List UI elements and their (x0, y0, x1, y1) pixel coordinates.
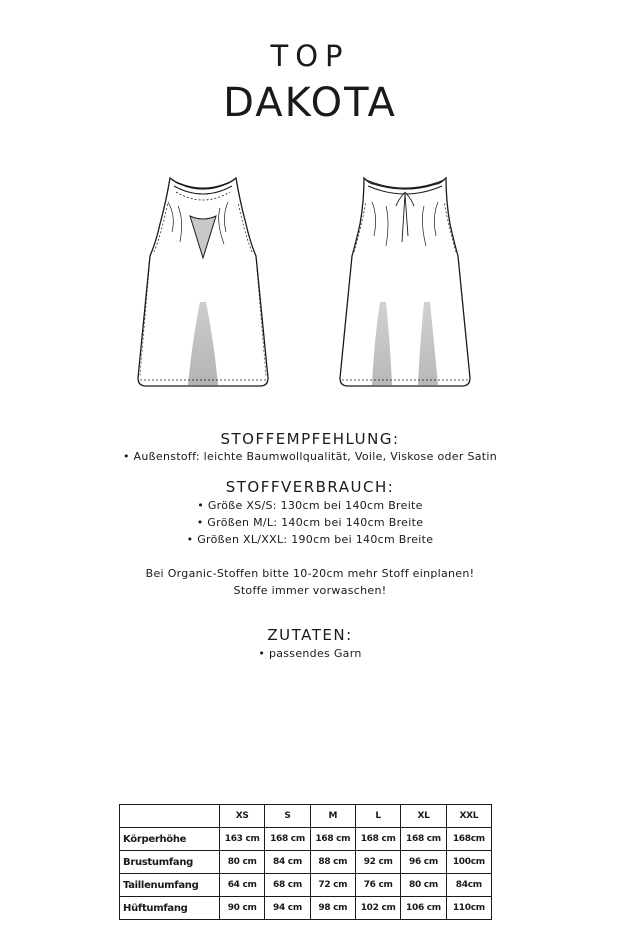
size-column-header: XS (220, 805, 265, 828)
fabric-consumption-heading: STOFFVERBRAUCH: (225, 478, 395, 496)
table-cell: 168cm (446, 828, 491, 851)
top-front-illustration (128, 172, 278, 394)
fabric-consumption-item: • Größen M/L: 140cm bei 140cm Breite (196, 516, 424, 529)
table-cell: 100cm (446, 851, 491, 874)
table-cell: 168 cm (265, 828, 310, 851)
table-cell: 168 cm (355, 828, 400, 851)
top-back-illustration (330, 172, 480, 394)
table-cell: 168 cm (310, 828, 355, 851)
fabric-consumption-item: • Größe XS/S: 130cm bei 140cm Breite (197, 499, 423, 512)
fabric-consumption-item: • Größen XL/XXL: 190cm bei 140cm Breite (186, 533, 434, 546)
row-label: Brustumfang (120, 851, 220, 874)
table-row (120, 851, 492, 874)
size-table-corner (120, 805, 220, 828)
table-row (120, 874, 492, 897)
table-cell: 168 cm (401, 828, 446, 851)
notions-heading: ZUTATEN: (267, 626, 353, 644)
size-table (119, 804, 492, 920)
table-cell: 110cm (446, 897, 491, 920)
table-cell: 76 cm (355, 874, 400, 897)
fabric-recommendation-item: • Außenstoff: leichte Baumwollqualität, Voile, Viskose oder Satin (122, 450, 498, 463)
table-cell: 92 cm (355, 851, 400, 874)
table-cell: 88 cm (310, 851, 355, 874)
fabric-recommendation-heading: STOFFEMPFEHLUNG: (220, 430, 400, 448)
table-cell: 98 cm (310, 897, 355, 920)
table-cell: 94 cm (265, 897, 310, 920)
size-column-header: XL (401, 805, 446, 828)
table-cell: 102 cm (355, 897, 400, 920)
table-cell: 96 cm (401, 851, 446, 874)
table-cell: 80 cm (401, 874, 446, 897)
notions-item: • passendes Garn (258, 647, 362, 660)
table-cell: 80 cm (220, 851, 265, 874)
table-cell: 84cm (446, 874, 491, 897)
table-row (120, 828, 492, 851)
title-line-1: TOP (270, 39, 350, 73)
table-cell: 163 cm (220, 828, 265, 851)
table-cell: 84 cm (265, 851, 310, 874)
size-column-header: S (265, 805, 310, 828)
table-cell: 72 cm (310, 874, 355, 897)
note-line: Bei Organic-Stoffen bitte 10-20cm mehr Stoff einplanen! (145, 567, 475, 580)
note-line: Stoffe immer vorwaschen! (233, 584, 387, 597)
table-cell: 90 cm (220, 897, 265, 920)
row-label: Taillenumfang (120, 874, 220, 897)
table-cell: 106 cm (401, 897, 446, 920)
row-label: Körperhöhe (120, 828, 220, 851)
size-column-header: M (310, 805, 355, 828)
size-table-header-row (120, 805, 492, 828)
title-line-2: DAKOTA (223, 80, 397, 126)
table-cell: 64 cm (220, 874, 265, 897)
size-column-header: L (355, 805, 400, 828)
table-cell: 68 cm (265, 874, 310, 897)
table-row (120, 897, 492, 920)
row-label: Hüftumfang (120, 897, 220, 920)
size-column-header: XXL (446, 805, 491, 828)
